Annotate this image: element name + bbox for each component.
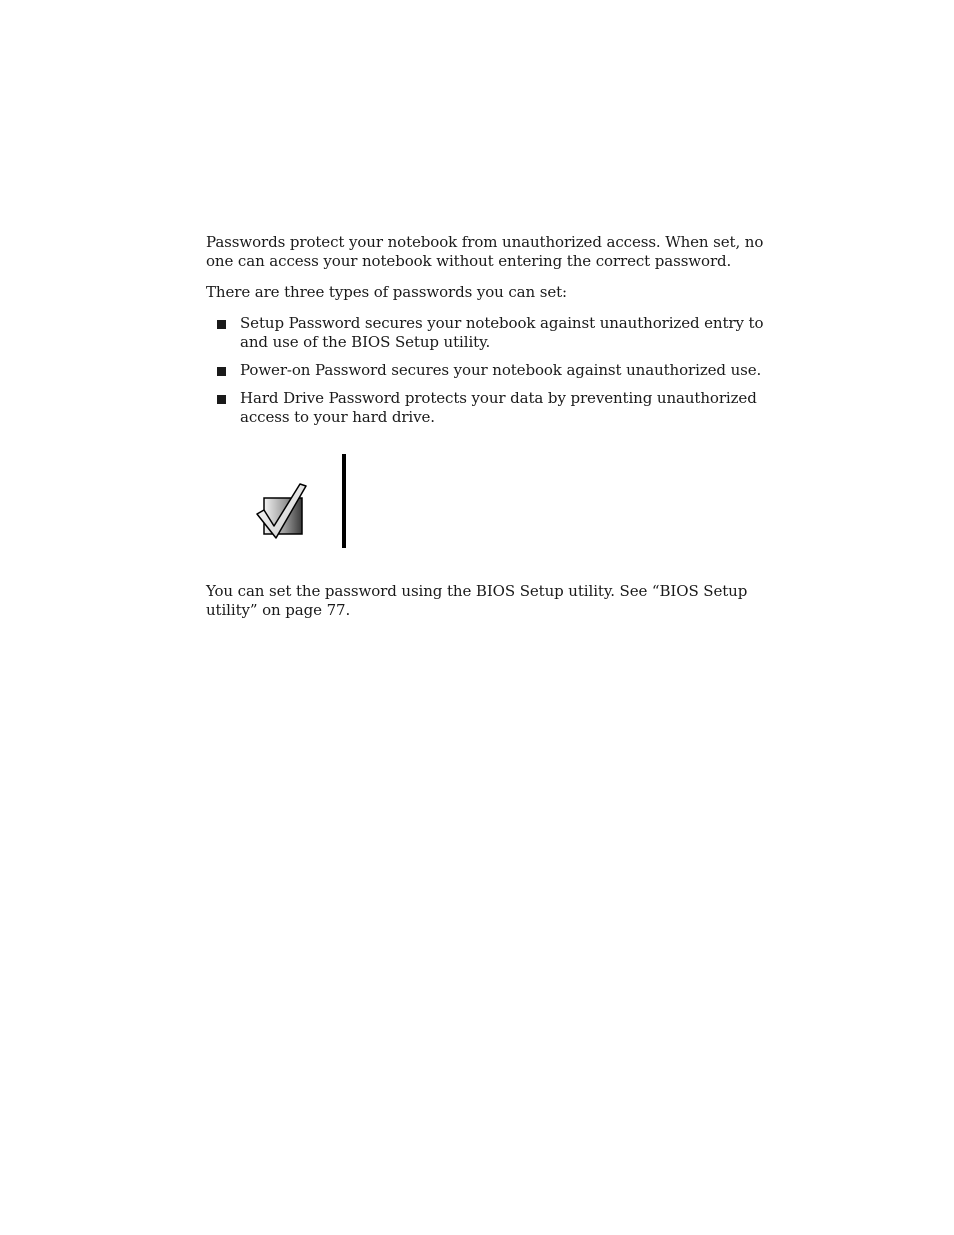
setup-reference-paragraph: You can set the password using the BIOS Setup utility. See “BIOS Setup utility” on page 77. [206,582,748,619]
intro-paragraph: Passwords protect your notebook from unauthorized access. When set, no one can access your notebook without entering the correct password. [206,233,764,270]
square-bullet-icon [217,320,226,329]
password-types-list [206,314,778,427]
list-item-text: Power-on Password secures your notebook against unauthorized use. [240,361,762,379]
note-divider [342,454,346,548]
square-bullet-icon [217,395,226,404]
list-item [206,314,778,352]
list-item-text: Hard Drive Password protects your data by preventing unauthorized access to your hard drive. [240,389,757,426]
types-intro-paragraph: There are three types of passwords you can set: [206,283,568,301]
list-item [206,389,778,427]
checkmark-note-icon [254,482,310,540]
list-item [206,361,778,380]
square-bullet-icon [217,367,226,376]
list-item-text: Setup Password secures your notebook against unauthorized entry to and use of the BIOS Setup utility. [240,314,764,351]
